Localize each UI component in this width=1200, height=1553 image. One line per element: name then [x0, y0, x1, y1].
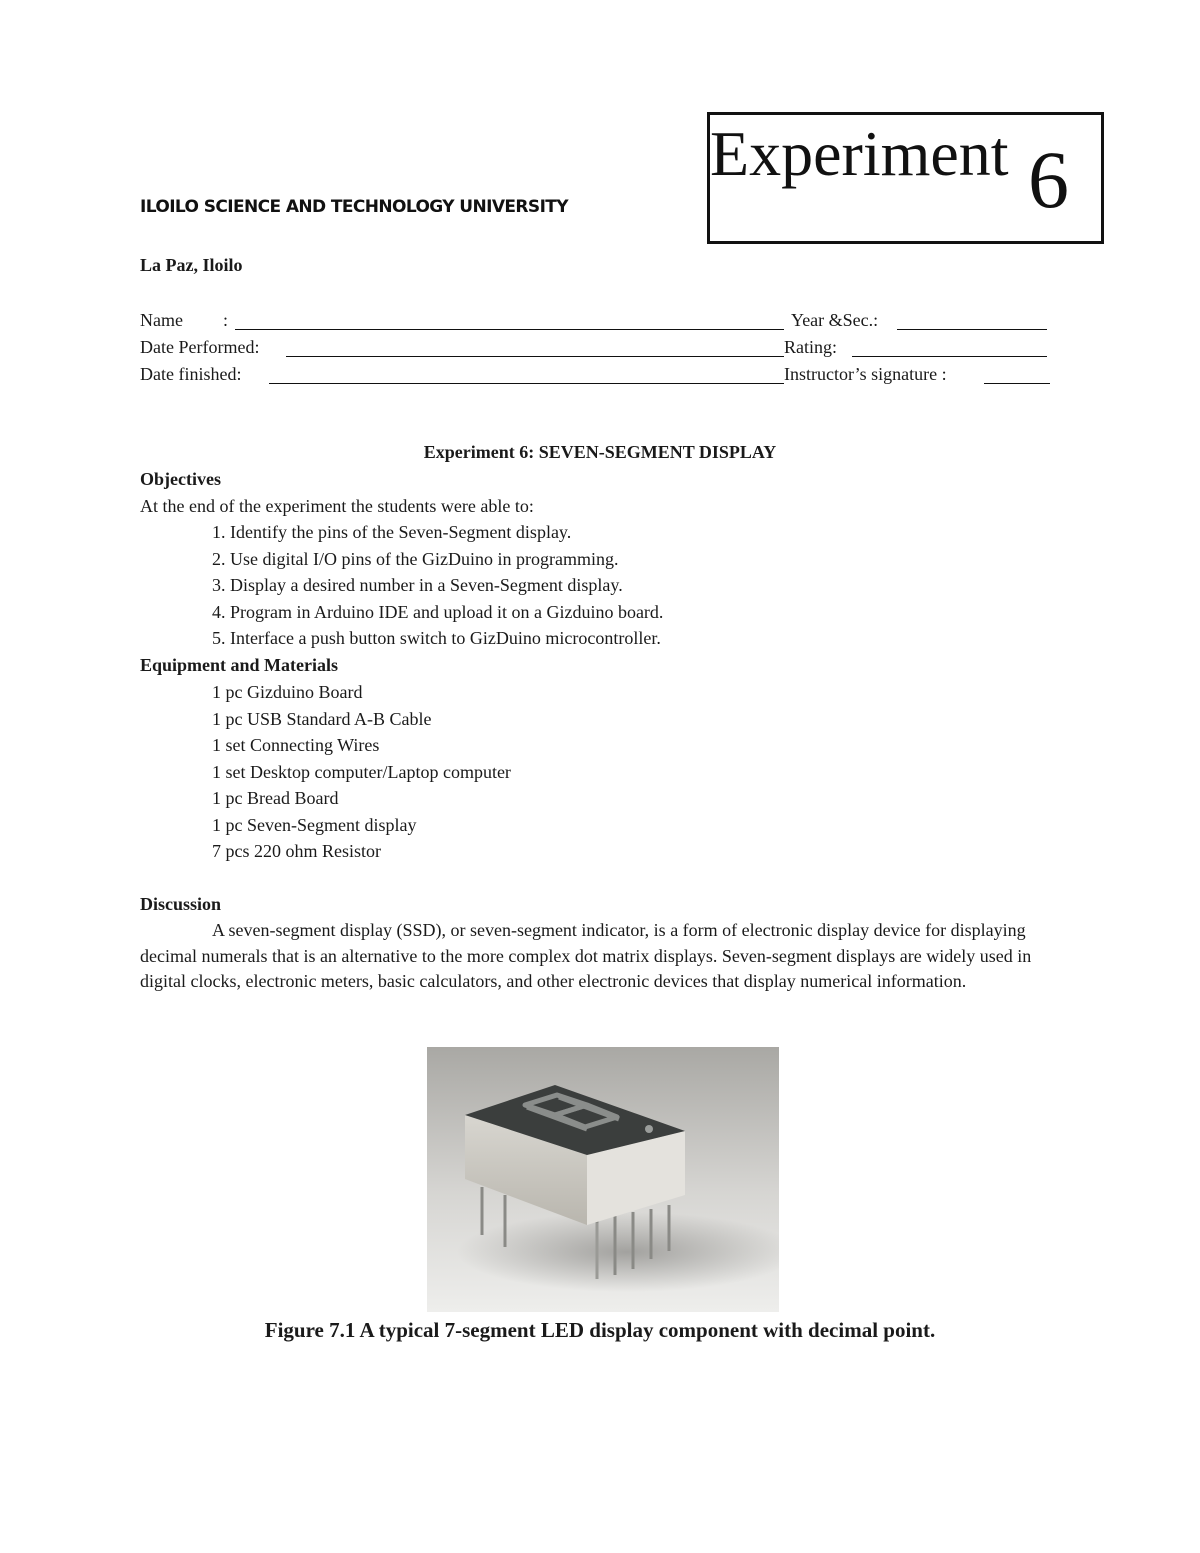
- name-label: Name: [140, 310, 183, 330]
- name-blank[interactable]: [235, 329, 784, 330]
- date-finished-blank[interactable]: [269, 383, 784, 384]
- university-name: ILOILO SCIENCE AND TECHNOLOGY UNIVERSITY: [140, 197, 569, 217]
- date-performed-label: Date Performed:: [140, 337, 260, 357]
- date-finished-label: Date finished:: [140, 364, 242, 384]
- equipment-list: [212, 679, 511, 865]
- objectives-heading: Objectives: [140, 469, 221, 489]
- list-item: 1. Identify the pins of the Seven-Segment display.: [212, 522, 572, 542]
- objectives-list: [212, 519, 663, 652]
- signature-label: Instructor’s signature :: [784, 364, 947, 384]
- list-item: 1 pc Gizduino Board: [212, 682, 363, 702]
- equipment-heading: Equipment and Materials: [140, 655, 339, 675]
- experiment-title: Experiment 6: SEVEN-SEGMENT DISPLAY: [423, 442, 777, 462]
- discussion-text: A seven-segment display (SSD), or seven-segment indicator, is a form of electronic display device for displaying decimal numerals that is an alternative to the more complex dot matrix displays. Seven-segment displays are widely used in digital clocks, electronic meters, basic calculators, and other electronic devices that display numerical information.: [140, 920, 1032, 991]
- list-item: 1 pc Bread Board: [212, 788, 339, 808]
- figure-caption: Figure 7.1 A typical 7-segment LED display component with decimal point.: [264, 1318, 936, 1342]
- year-sec-label: Year &Sec.:: [791, 310, 879, 330]
- rating-blank[interactable]: [852, 356, 1047, 357]
- date-performed-blank[interactable]: [286, 356, 784, 357]
- list-item: 1 set Desktop computer/Laptop computer: [212, 761, 511, 782]
- list-item: 1 set Connecting Wires: [212, 735, 380, 755]
- list-item: 3. Display a desired number in a Seven-Segment display.: [212, 575, 623, 595]
- objectives-intro: At the end of the experiment the students were able to:: [140, 496, 534, 516]
- year-sec-blank[interactable]: [897, 329, 1047, 330]
- seven-segment-photo: [427, 1047, 779, 1312]
- list-item: 7 pcs 220 ohm Resistor: [212, 841, 381, 861]
- list-item: 4. Program in Arduino IDE and upload it on a Gizduino board.: [212, 601, 664, 622]
- experiment-word: Experiment: [710, 118, 1009, 189]
- discussion-heading: Discussion: [140, 894, 222, 914]
- list-item: 2. Use digital I/O pins of the GizDuino in programming.: [212, 548, 619, 569]
- list-item: 1 pc USB Standard A-B Cable: [212, 708, 432, 729]
- signature-blank[interactable]: [984, 383, 1050, 384]
- rating-label: Rating:: [784, 337, 837, 357]
- list-item: 5. Interface a push button switch to GizDuino microcontroller.: [212, 628, 661, 648]
- experiment-number: 6: [1028, 134, 1069, 225]
- university-location: La Paz, Iloilo: [140, 255, 243, 275]
- name-colon: :: [223, 310, 229, 330]
- list-item: 1 pc Seven-Segment display: [212, 814, 417, 835]
